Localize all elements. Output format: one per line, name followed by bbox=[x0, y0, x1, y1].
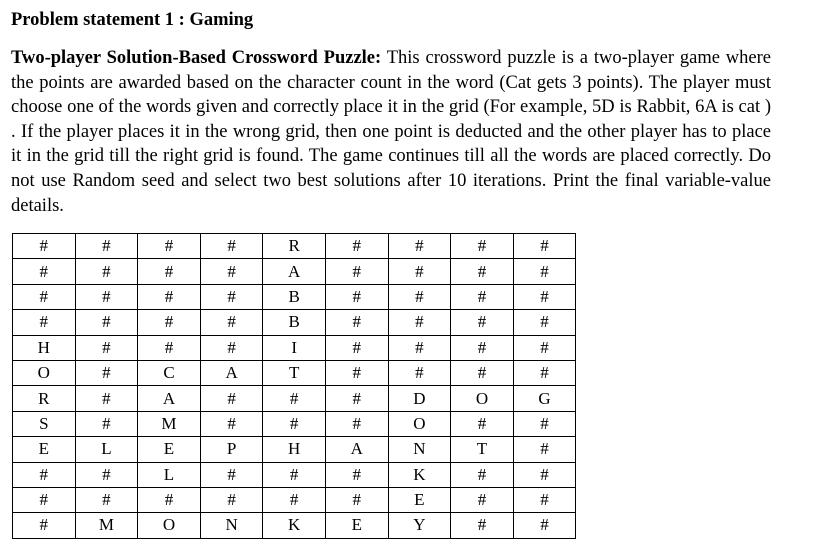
grid-cell: # bbox=[263, 487, 326, 512]
grid-row bbox=[13, 310, 576, 335]
grid-cell: P bbox=[200, 437, 263, 462]
grid-cell: # bbox=[451, 360, 514, 385]
grid-cell: # bbox=[200, 234, 263, 259]
grid-cell: O bbox=[13, 360, 76, 385]
grid-cell: O bbox=[388, 411, 451, 436]
grid-cell: # bbox=[325, 335, 388, 360]
grid-cell: # bbox=[451, 487, 514, 512]
grid-cell: L bbox=[138, 462, 201, 487]
grid-cell: # bbox=[513, 487, 576, 512]
grid-cell: T bbox=[263, 360, 326, 385]
grid-cell: # bbox=[13, 234, 76, 259]
grid-cell: E bbox=[13, 437, 76, 462]
grid-cell: # bbox=[325, 259, 388, 284]
grid-cell: L bbox=[75, 437, 138, 462]
statement-lead: Two-player Solution-Based Crossword Puzzle: bbox=[11, 48, 382, 68]
grid-cell: # bbox=[451, 259, 514, 284]
grid-cell: # bbox=[138, 310, 201, 335]
statement-body: This crossword puzzle is a two-player game where the points are awarded based on the character count in the word (Cat gets 3 points). The player must choose one of the words given and correctly place it in the grid (For example, 5D is Rabbit, 6A is cat ) . If the player places it in the wrong grid, then one point is deducted and the other player has to place it in the grid till the right grid is found. The game continues till all the words are placed correctly. Do not use Random seed and select two best solutions after 10 iterations. Print the final variable-value details. bbox=[11, 48, 772, 216]
grid-cell: R bbox=[13, 386, 76, 411]
grid-cell: # bbox=[325, 310, 388, 335]
grid-cell: # bbox=[451, 234, 514, 259]
grid-cell: # bbox=[451, 310, 514, 335]
grid-cell: N bbox=[388, 437, 451, 462]
grid-cell: # bbox=[263, 386, 326, 411]
grid-cell: # bbox=[325, 234, 388, 259]
grid-cell: # bbox=[75, 335, 138, 360]
grid-cell: # bbox=[513, 360, 576, 385]
grid-cell: # bbox=[75, 259, 138, 284]
grid-row bbox=[13, 360, 576, 385]
grid-cell: A bbox=[263, 259, 326, 284]
grid-cell: # bbox=[513, 335, 576, 360]
grid-cell: I bbox=[263, 335, 326, 360]
grid-cell: M bbox=[138, 411, 201, 436]
grid-cell: D bbox=[388, 386, 451, 411]
grid-cell: # bbox=[388, 360, 451, 385]
grid-cell: # bbox=[138, 284, 201, 309]
grid-cell: # bbox=[75, 284, 138, 309]
grid-row bbox=[13, 259, 576, 284]
grid-row bbox=[13, 462, 576, 487]
grid-cell: # bbox=[513, 411, 576, 436]
grid-cell: # bbox=[451, 462, 514, 487]
grid-cell: # bbox=[13, 487, 76, 512]
grid-cell: # bbox=[138, 259, 201, 284]
grid-cell: R bbox=[263, 234, 326, 259]
grid-row bbox=[13, 411, 576, 436]
grid-cell: # bbox=[75, 411, 138, 436]
grid-cell: # bbox=[13, 462, 76, 487]
grid-cell: # bbox=[200, 487, 263, 512]
grid-cell: # bbox=[513, 437, 576, 462]
grid-cell: E bbox=[388, 487, 451, 512]
grid-cell: # bbox=[325, 487, 388, 512]
grid-cell: # bbox=[513, 284, 576, 309]
grid-cell: # bbox=[75, 360, 138, 385]
grid-cell: # bbox=[388, 259, 451, 284]
grid-cell: K bbox=[263, 513, 326, 538]
grid-cell: E bbox=[138, 437, 201, 462]
grid-cell: A bbox=[325, 437, 388, 462]
grid-cell: O bbox=[451, 386, 514, 411]
grid-cell: # bbox=[13, 284, 76, 309]
grid-row bbox=[13, 234, 576, 259]
grid-cell: # bbox=[513, 462, 576, 487]
grid-cell: # bbox=[13, 310, 76, 335]
grid-cell: H bbox=[13, 335, 76, 360]
grid-cell: # bbox=[325, 386, 388, 411]
grid-row bbox=[13, 437, 576, 462]
grid-cell: A bbox=[200, 360, 263, 385]
grid-cell: # bbox=[200, 411, 263, 436]
grid-cell: H bbox=[263, 437, 326, 462]
grid-cell: # bbox=[200, 335, 263, 360]
grid-cell: M bbox=[75, 513, 138, 538]
grid-row bbox=[13, 487, 576, 512]
grid-cell: # bbox=[263, 462, 326, 487]
grid-cell: E bbox=[325, 513, 388, 538]
grid-cell: # bbox=[138, 335, 201, 360]
grid-cell: # bbox=[200, 462, 263, 487]
grid-row bbox=[13, 386, 576, 411]
grid-cell: # bbox=[388, 335, 451, 360]
grid-cell: # bbox=[200, 284, 263, 309]
grid-cell: O bbox=[138, 513, 201, 538]
grid-row bbox=[13, 335, 576, 360]
grid-cell: # bbox=[75, 462, 138, 487]
grid-cell: # bbox=[513, 234, 576, 259]
grid-cell: # bbox=[138, 234, 201, 259]
problem-heading: Problem statement 1 : Gaming bbox=[11, 10, 254, 30]
grid-cell: B bbox=[263, 310, 326, 335]
grid-cell: # bbox=[200, 310, 263, 335]
crossword-grid bbox=[12, 233, 576, 539]
grid-cell: # bbox=[451, 513, 514, 538]
grid-cell: K bbox=[388, 462, 451, 487]
grid-cell: # bbox=[13, 513, 76, 538]
grid-row bbox=[13, 513, 576, 538]
grid-cell: Y bbox=[388, 513, 451, 538]
grid-cell: S bbox=[13, 411, 76, 436]
grid-cell: # bbox=[451, 284, 514, 309]
grid-cell: # bbox=[513, 310, 576, 335]
grid-cell: # bbox=[13, 259, 76, 284]
grid-cell: # bbox=[388, 284, 451, 309]
grid-cell: # bbox=[451, 335, 514, 360]
grid-cell: A bbox=[138, 386, 201, 411]
grid-cell: # bbox=[513, 259, 576, 284]
grid-cell: T bbox=[451, 437, 514, 462]
grid-cell: # bbox=[325, 411, 388, 436]
grid-cell: # bbox=[451, 411, 514, 436]
problem-statement bbox=[11, 46, 771, 218]
grid-cell: # bbox=[325, 360, 388, 385]
grid-cell: # bbox=[75, 386, 138, 411]
grid-cell: # bbox=[325, 462, 388, 487]
grid-cell: C bbox=[138, 360, 201, 385]
grid-row bbox=[13, 284, 576, 309]
grid-cell: N bbox=[200, 513, 263, 538]
grid-cell: # bbox=[388, 310, 451, 335]
grid-cell: # bbox=[263, 411, 326, 436]
grid-cell: # bbox=[138, 487, 201, 512]
grid-cell: B bbox=[263, 284, 326, 309]
grid-cell: # bbox=[75, 234, 138, 259]
grid-cell: # bbox=[513, 513, 576, 538]
grid-cell: # bbox=[75, 310, 138, 335]
grid-cell: # bbox=[75, 487, 138, 512]
grid-cell: # bbox=[200, 259, 263, 284]
grid-cell: G bbox=[513, 386, 576, 411]
grid-cell: # bbox=[325, 284, 388, 309]
grid-cell: # bbox=[200, 386, 263, 411]
grid-cell: # bbox=[388, 234, 451, 259]
